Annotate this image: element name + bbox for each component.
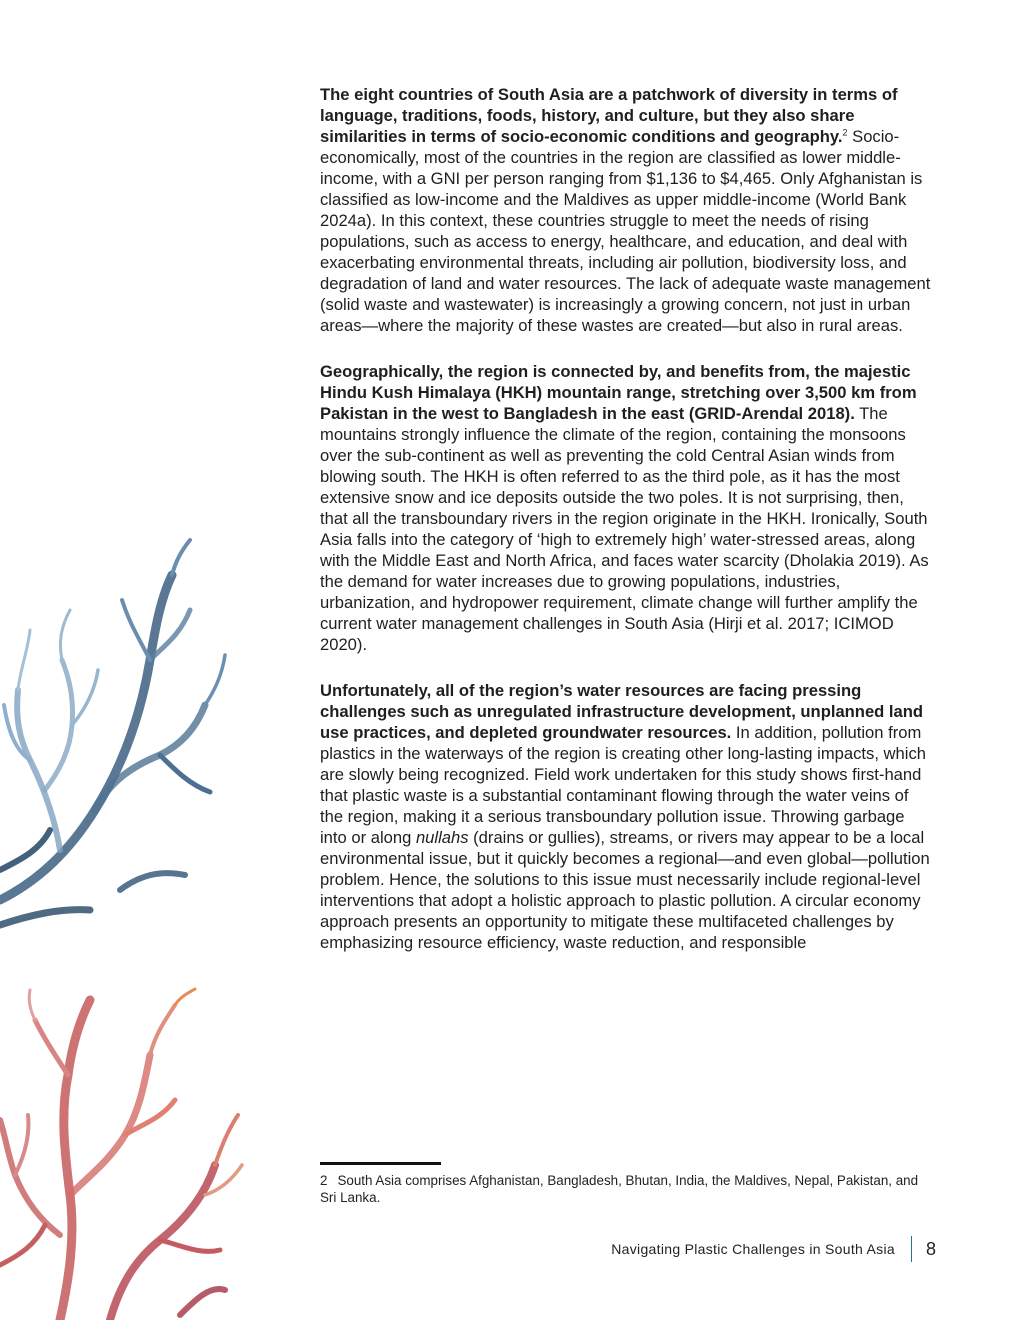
paragraph-1: [320, 84, 934, 336]
paragraph-3-italic-term: nullahs: [415, 828, 469, 847]
paragraph-2: [320, 361, 934, 655]
blue-coral-icon: [0, 530, 260, 930]
red-coral-icon: [0, 985, 260, 1320]
footnote-number: 2: [320, 1173, 328, 1188]
paragraph-2-body: The mountains strongly influence the climate of the region, containing the monsoons over the sub-continent as well as preventing the cold Central Asian winds from blowing south. The HKH is often referred to as the third pole, as it has the most extensive snow and ice deposits outside the two poles. It is not surprising, then, that all the transboundary rivers in the region originate in the HKH. Ironically, South Asia falls into the category of ‘high to extremely high’ water-stressed areas, along with the Middle East and North Africa, and faces water scarcity (Dholakia 2019). As the demand for water increases due to growing populations, industries, urbanization, and hydropower requirement, climate change will further amplify the current water management challenges in South Asia (Hirji et al. 2017; ICIMOD 2020).: [320, 404, 929, 654]
paragraph-2-lead: Geographically, the region is connected by, and benefits from, the majestic Hindu Kush Himalaya (HKH) mountain range, stretching over 3,500 km from Pakistan in the west to Bangladesh in the east (GRID-Arendal 2018).: [320, 362, 917, 423]
page-footer: [611, 1236, 936, 1262]
footnote: [320, 1172, 934, 1206]
paragraph-3-body-start: In addition, pollution from plastics in the waterways of the region is creating other long-lasting impacts, which are slowly being recognized. Field work undertaken for this study shows first-hand that plastic waste is a substantial contaminant flowing through the water veins of the region, making it a serious transboundary pollution issue. Throwing garbage into or along: [320, 723, 926, 847]
footnote-divider: [320, 1162, 441, 1165]
paragraph-3: [320, 680, 934, 953]
main-text-column: [320, 84, 934, 978]
footnote-text: South Asia comprises Afghanistan, Bangladesh, Bhutan, India, the Maldives, Nepal, Pakistan, and Sri Lanka.: [320, 1173, 919, 1205]
footer-title: Navigating Plastic Challenges in South Asia: [611, 1241, 895, 1257]
paragraph-3-body-end: (drains or gullies), streams, or rivers may appear to be a local environmental issue, but it quickly becomes a regional—and even global—pollution problem. Hence, the solutions to this issue must necessarily include regional-level interventions that adopt a holistic approach to plastic pollution. A circular economy approach presents an opportunity to mitigate these multifaceted challenges by emphasizing resource efficiency, waste reduction, and responsible: [320, 828, 930, 952]
footnote-ref[interactable]: 2: [842, 127, 848, 138]
paragraph-1-lead: The eight countries of South Asia are a patchwork of diversity in terms of language, traditions, foods, history, and culture, but they also share similarities in terms of socio-economic conditions and geography.: [320, 85, 898, 146]
paragraph-3-lead: Unfortunately, all of the region’s water resources are facing pressing challenges such as unregulated infrastructure development, unplanned land use practices, and depleted groundwater resources.: [320, 681, 924, 742]
footer-separator: [911, 1236, 912, 1262]
paragraph-1-body: Socio-economically, most of the countries in the region are classified as lower middle-income, with a GNI per person ranging from $1,136 to $4,465. Only Afghanistan is classified as low-income and the Maldives as upper middle-income (World Bank 2024a). In this context, these countries struggle to meet the needs of rising populations, such as access to energy, healthcare, and education, and deal with exacerbating environmental threats, including air pollution, biodiversity loss, and degradation of land and water resources. The lack of adequate waste management (solid waste and wastewater) is increasingly a growing concern, not just in urban areas—where the majority of these wastes are created—but also in rural areas.: [320, 127, 931, 335]
page-number: 8: [925, 1238, 936, 1259]
